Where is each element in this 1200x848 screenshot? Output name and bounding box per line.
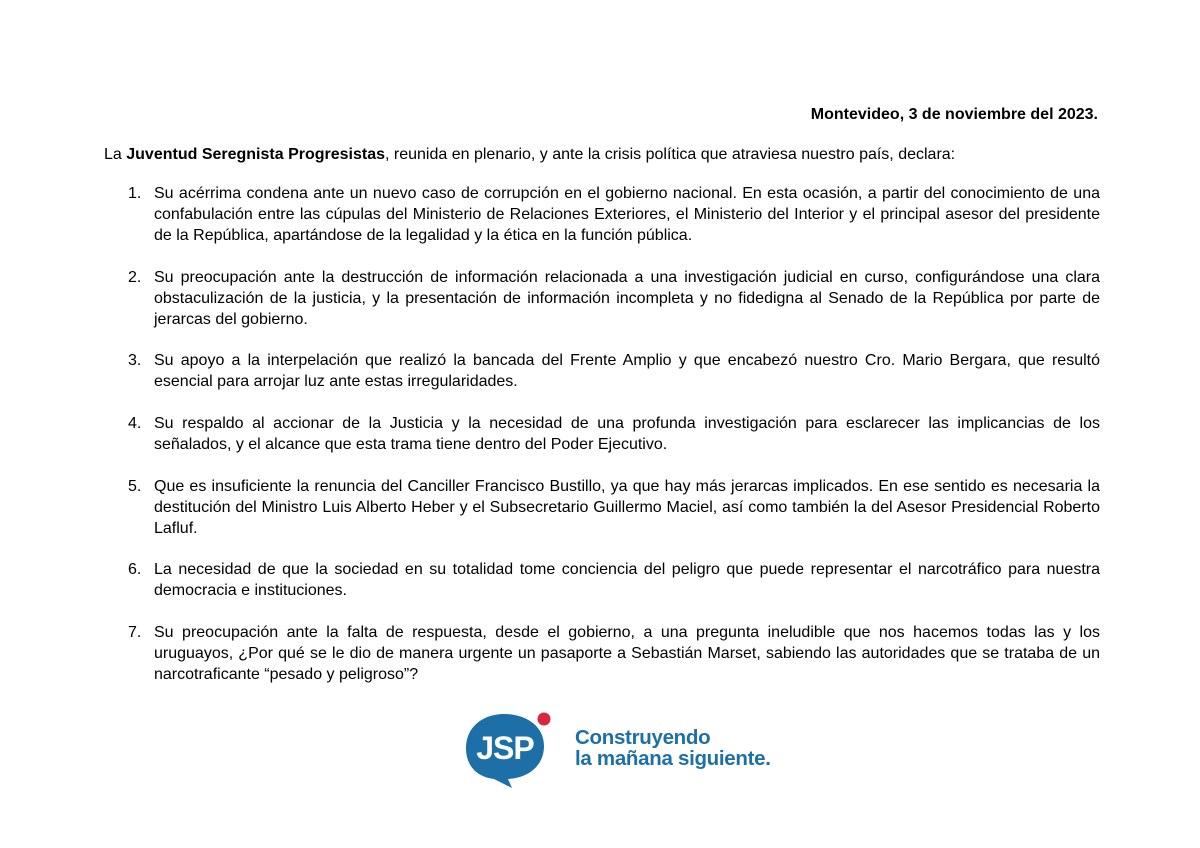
item-number: 4. [128,415,142,432]
item-text: La necesidad de que la sociedad en su totalidad tome conciencia del peligro que puede representar el narcotráfico para nuestra democracia e instituciones. [154,561,1100,599]
document-date: Montevideo, 3 de noviembre del 2023. [810,106,1098,123]
logo-mark-text: JSP [476,730,534,766]
logo-red-dot [538,713,551,726]
item-number: 5. [128,478,142,495]
item-text: Que es insuficiente la renuncia del Canciller Francisco Bustillo, ya que hay más jerarcas implicados. En ese sentido es necesaria la destitución del Ministro Luis Alberto Heber y el Subsecretario Guillermo Maciel, así como también la del Asesor Presidencial Roberto Lafluf. [154,478,1100,537]
item-number: 1. [128,185,142,202]
item-text: Su acérrima condena ante un nuevo caso de corrupción en el gobierno nacional. En esta ocasión, a partir del conocimiento de una confabulación entre las cúpulas del Ministerio de Relaciones Exteriores, el Ministerio del Interior y el principal asesor del presidente de la República, apartándose de la legalidad y la ética en la función pública. [154,185,1100,244]
item-number: 2. [128,269,142,286]
tagline-line-1: Construyendo [575,726,711,749]
intro-prefix: La [104,146,127,163]
intro-paragraph [104,144,1104,166]
item-text: Su preocupación ante la falta de respuesta, desde el gobierno, a una pregunta ineludible que nos hacemos todas las y los uruguayos, ¿Por qué se le dio de manera urgente un pasaporte a Sebastián Marset, sabiendo las autoridades que se trataba de un narcotraficante “pesado y peligroso”? [154,624,1100,683]
organization-name: Juventud Seregnista Progresistas [126,146,386,163]
item-text: Su apoyo a la interpelación que realizó la bancada del Frente Amplio y que encabezó nuestro Cro. Mario Bergara, que resultó esencial para arrojar luz ante estas irregularidades. [154,352,1100,390]
intro-suffix: , reunida en plenario, y ante la crisis política que atraviesa nuestro país, declara: [385,146,956,163]
item-text: Su respaldo al accionar de la Justicia y la necesidad de una profunda investigación para esclarecer las implicancias de los señalados, y el alcance que esta trama tiene dentro del Poder Ejecutivo. [154,415,1100,453]
tagline-line-2: la mañana siguiente. [575,747,771,770]
item-number: 7. [128,624,142,641]
item-text: Su preocupación ante la destrucción de información relacionada a una investigación judicial en curso, configurándose una clara obstaculización de la justicia, y la presentación de información incompleta y no fidedigna al Senado de la República por parte de jerarcas del gobierno. [154,269,1100,328]
logo-tagline [575,727,771,769]
item-number: 3. [128,352,142,369]
item-number: 6. [128,561,142,578]
